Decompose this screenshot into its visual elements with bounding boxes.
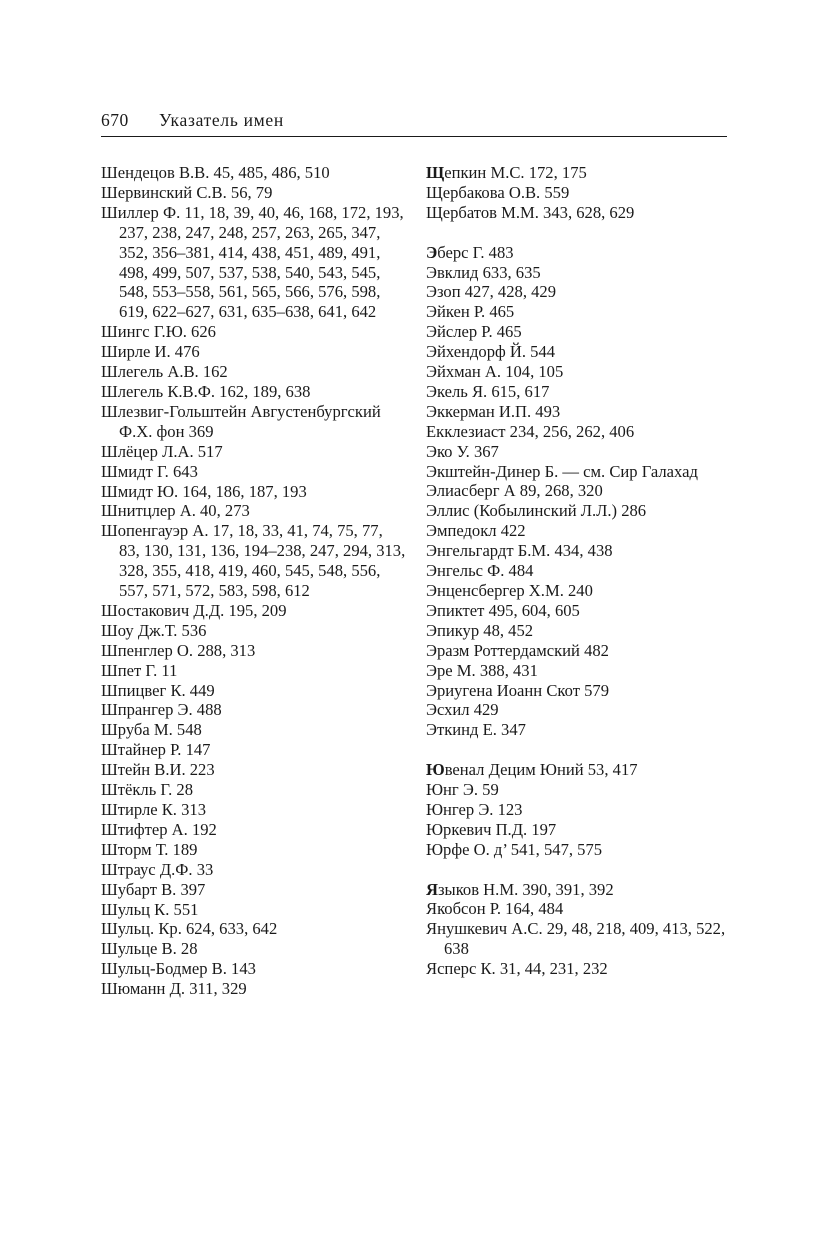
index-entry: Энгельгардт Б.М. 434, 438 [426,541,613,561]
index-entry: Шендецов В.В. 45, 485, 486, 510 [101,163,330,182]
index-entry: Шульц К. 551 [101,899,199,919]
index-entry: Шпрангер Э. 488 [101,700,222,720]
index-entry: Эпикур 48, 452 [426,620,534,640]
index-entry: Щербакова О.В. 559 [426,182,570,202]
index-entry: Шульц. Кр. 624, 633, 642 [101,919,278,939]
index-entry: Эллис (Кобылинский Л.Л.) 286 [426,501,647,521]
index-entry: Штраус Д.Ф. 33 [101,859,214,879]
index-entry: Шпет Г. 11 [101,660,178,680]
letter-group [426,163,726,223]
index-column-right [426,163,726,999]
index-entry: Шульце В. 28 [101,939,198,959]
index-entry: Штирле К. 313 [101,800,206,819]
index-entry: Эко У. 367 [426,441,499,461]
page-number: 670 [101,110,129,130]
index-entry: Штёкль Г. 28 [101,780,194,800]
running-header [101,110,727,137]
index-entry: Шлегель А.В. 162 [101,362,228,382]
index-entry: Шульц-Бодмер В. 143 [101,959,256,979]
index-entry: Эсхил 429 [426,700,499,720]
index-entry: Юнг Э. 59 [426,780,499,800]
index-entry: Щепкин М.С. 172, 175 [426,163,587,182]
index-entry: Шмидт Ю. 164, 186, 187, 193 [101,481,307,501]
index-entry: Шпенглер О. 288, 313 [101,640,256,660]
index-entry: Языков Н.М. 390, 391, 392 [426,879,614,899]
index-entry: Шингс Г.Ю. 626 [101,322,216,342]
index-entry: Эйслер Р. 465 [426,322,522,342]
index-entry: Шруба М. 548 [101,720,202,740]
index-entry: Штайнер Р. 147 [101,740,211,760]
index-entry: Шлёцер Л.А. 517 [101,441,223,461]
index-entry: Экель Я. 615, 617 [426,381,550,401]
index-entry: Шостакович Д.Д. 195, 209 [101,600,287,620]
index-entry: Эре М. 388, 431 [426,660,538,680]
index-entry: Энценсбергер Х.М. 240 [426,581,593,601]
section-initial: Э [426,242,438,262]
index-entry: Шоу Дж.Т. 536 [101,620,207,640]
index-entry: Шлегель К.В.Ф. 162, 189, 638 [101,381,311,401]
index-entry: Екклезиаст 234, 256, 262, 406 [426,421,635,441]
index-entry: Штифтер А. 192 [101,819,217,839]
index-entry: Энгельс Ф. 484 [426,561,534,581]
section-initial: Я [426,879,438,899]
index-entry: Эйхман А. 104, 105 [426,362,564,382]
index-entry: Шюманн Д. 311, 329 [101,979,247,999]
letter-group [426,760,726,860]
index-entry: Шпицвег К. 449 [101,680,215,700]
index-entry: Эйхендорф Й. 544 [426,342,556,362]
index-entry: Штейн В.И. 223 [101,760,215,780]
index-entry: Ширле И. 476 [101,342,200,362]
index-entry: Шиллер Ф. 11, 18, 39, 40, 46, 168, 172, 193, 237, 238, 247, 248, 257, 263, 265, 347, 352, 356–381, 414, 438, 451, 489, 491, 498, 499, 507, 537, 538, 540, 543, 545, 548, 553–558, 561, 565, 566, 576, 598, 619, 622–627, 631, 635–638, 641, 642 [101,202,404,322]
index-entry: Эпиктет 495, 604, 605 [426,600,580,620]
index-entry: Юрфе О. д’ 541, 547, 575 [426,839,603,859]
index-entry: Якобсон Р. 164, 484 [426,899,564,919]
index-entry: Эккерман И.П. 493 [426,401,561,421]
index-entry: Эберс Г. 483 [426,242,514,262]
index-entry: Шубарт В. 397 [101,879,206,899]
index-entry: Юнгер Э. 123 [426,799,523,819]
index-entry: Эразм Роттердамский 482 [426,640,609,660]
letter-group [426,880,726,980]
index-entry: Эзоп 427, 428, 429 [426,282,557,302]
index-entry: Элиасберг А 89, 268, 320 [426,481,603,501]
index-entry: Ясперс К. 31, 44, 231, 232 [426,959,608,979]
section-initial: Щ [426,163,445,182]
index-entry: Янушкевич А.С. 29, 48, 218, 409, 413, 522, 638 [426,919,726,959]
index-entry: Эвклид 633, 635 [426,262,541,282]
index-entry: Ювенал Децим Юний 53, 417 [426,760,638,780]
running-title: Указатель имен [159,110,284,130]
index-column-left [101,163,406,999]
index-entry: Шмидт Г. 643 [101,461,198,481]
index-entry: Шнитцлер А. 40, 273 [101,501,250,521]
index-entry: Эткинд Е. 347 [426,720,526,740]
section-initial: Ю [426,760,445,780]
index-entry: Шопенгауэр А. 17, 18, 33, 41, 74, 75, 77, 83, 130, 131, 136, 194–238, 247, 294, 313, 328, 355, 418, 419, 460, 545, 548, 556, 557, 571, 572, 583, 598, 612 [101,521,406,601]
index-entry: Экштейн-Динер Б. — см. Сир Галахад [426,461,698,481]
index-entry: Эйкен Р. 465 [426,302,515,322]
index-entry: Шервинский С.В. 56, 79 [101,182,273,202]
index-entry: Шлезвиг-Гольштейн Августенбургский Ф.Х. фон 369 [101,401,381,441]
index-entry: Щербатов М.М. 343, 628, 629 [426,202,635,222]
index-entry: Юркевич П.Д. 197 [426,819,557,839]
index-entry: Шторм Т. 189 [101,839,198,859]
index-entry: Эриугена Иоанн Скот 579 [426,680,609,700]
index-entry: Эмпедокл 422 [426,521,526,541]
letter-group [426,243,726,741]
